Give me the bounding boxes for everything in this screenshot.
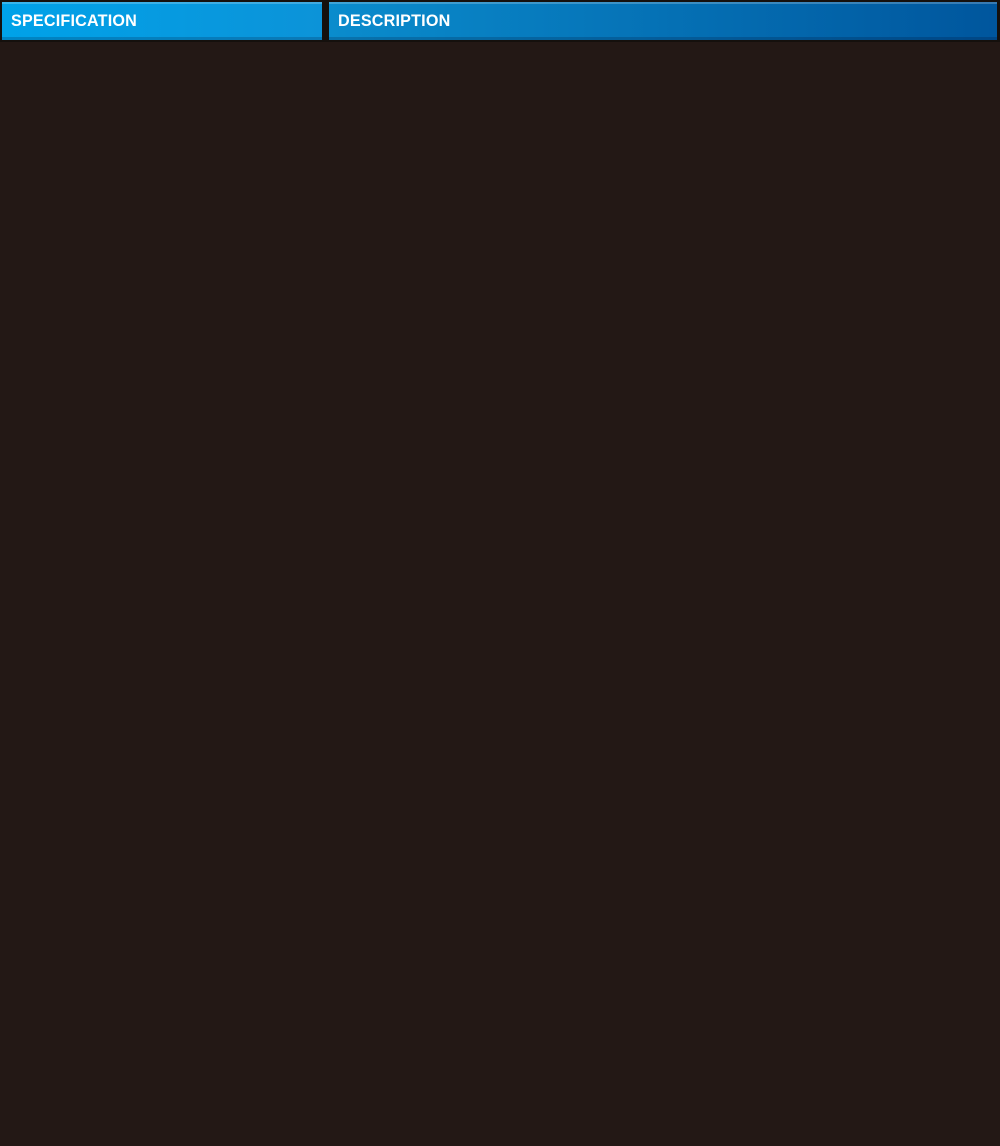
column-divider bbox=[322, 2, 329, 40]
column-header-specification-label: SPECIFICATION bbox=[11, 11, 137, 30]
column-header-description bbox=[329, 2, 997, 40]
column-header-specification bbox=[2, 2, 322, 40]
column-header-description-label: DESCRIPTION bbox=[338, 11, 451, 30]
table-body-empty bbox=[0, 42, 1000, 1146]
table-header-row bbox=[0, 0, 1000, 42]
